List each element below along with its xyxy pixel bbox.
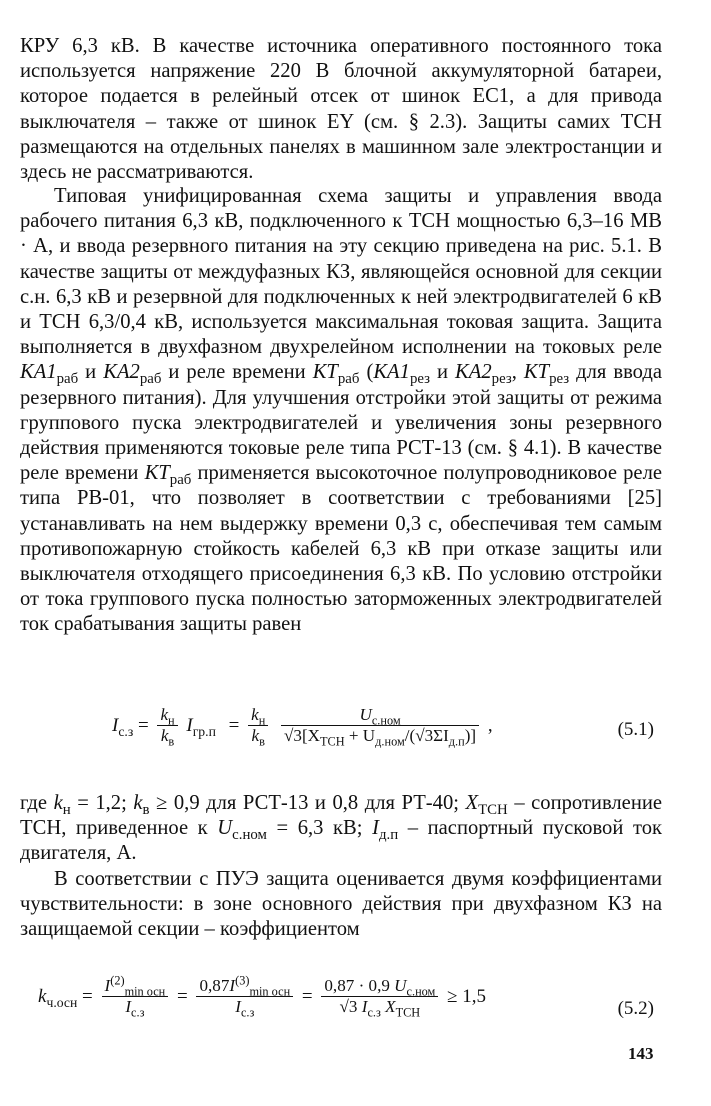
ka1-rez-symbol: KA1 (373, 361, 410, 384)
p2-text-b: и реле времени (161, 361, 313, 384)
f2-frac-1: $\frac{I^{(2)}_{min осн}}{I_{с.з}}$ (102, 976, 169, 1017)
equation-number-5-1: (5.1) (617, 719, 654, 740)
f1-frac-main: $\frac{U_{с.ном}}{√3[X_{ТСН} + U_{д.ном}/(√3\Sigma I_{д.п})]}$ (281, 705, 479, 746)
formula-5-2 (20, 973, 660, 1042)
f1-eq-1: = (137, 714, 149, 736)
f2-inequality: ≥ 1,5 (447, 985, 487, 1007)
f1-frac-kn-kv: $\frac{k_н}{k_в}$ (157, 705, 177, 746)
f1-igr: $I_{гр.п}$ (186, 714, 216, 739)
p2-text-d: применяется высокоточное полупроводниковое реле типа РВ-01, что позволяет в соответствии с требованиями [25] устанавливать на нем выдержку времени 0,3 с, обеспечивая тем самым противопожарную стойкость кабелей 6,3 кВ при отказе защиты или выключателя отходящего присоединения 6,3 кВ. По условию отстройки от тока группового пуска полностью заторможенных электродвигателей ток срабатывания защиты равен (20, 462, 662, 636)
paragraph-3: где $k_н = 1,2$; $k_в \ge 0,9$ для РСТ-13 и 0,8 для РТ-40; $X_{ТСН}$ – сопротивление ТСН, приведенное к $U_{с.ном} = 6,3$ кВ; $I_{д.п}$ – паспортный пусковой ток двигателя, А. (20, 792, 663, 865)
kt-sub-2: раб (169, 472, 192, 489)
p2-text-c: для ввода резервного питания). Для улучшения отстройки этой защиты от режима группового пуска электродвигателей и увеличения зоны резервного действия применяются токовые реле типа РСТ-13 (см. § 4.1). В качестве реле времени (20, 361, 662, 485)
p2-and-2: и (429, 361, 456, 384)
ka1-rez-sub: рез (409, 371, 430, 388)
page-number: 143 (628, 1044, 654, 1063)
f1-comma: , (487, 714, 493, 736)
ka2-rez-symbol: KA2 (455, 361, 492, 384)
ka2-symbol: KA2 (103, 361, 140, 384)
ka1-sub: раб (56, 371, 79, 388)
f2-frac-3: $\frac{0,87 \cdot 0,9 U_{с.ном}}{√3 I_{с.з} X_{ТСН}}$ (321, 976, 438, 1017)
kt-rez-sub: рез (549, 371, 570, 388)
ka2-sub: раб (139, 371, 162, 388)
paragraph-1: КРУ 6,3 кВ. В качестве источника оперативного постоянного тока используется напряжение 220 В блочной аккумуляторной батареи, которое подается в релейный отсек от шинок ЕС1, а для привода выключателя – также от шинок ЕY (см. § 2.3). Защиты самих ТСН размещаются на отдельных панелях в машинном зале электростанции и здесь не рассматриваются. (20, 35, 662, 184)
f2-eq-2: = (177, 985, 188, 1007)
kt-symbol-2: KT (144, 462, 170, 485)
kt-sub: раб (337, 371, 360, 388)
f1-lhs: $I_{с.з}$ (112, 714, 134, 739)
equation-number-5-2: (5.2) (617, 998, 654, 1019)
f2-frac-2: $\frac{0,87I^{(3)}_{min осн}}{I_{с.з}}$ (196, 976, 293, 1017)
f2-lhs: $k_{ч.осн}$ (38, 985, 78, 1010)
paragraph-2: Типовая унифицированная схема защиты и управления ввода рабочего питания 6,3 кВ, подключенного к ТСН мощностью 6,3–16 МВ · А, и ввода резервного питания на эту секцию приведена на рис. 5.1. В качестве защиты от междуфазных КЗ, являющейся основной для секции с.н. 6,3 кВ и резервной для подключенных к ней электродвигателей 6 кВ и ТСН 6,3/0,4 кВ, используется максимальная токовая защита. Защита выполняется в двухфазном двухрелейном исполнении на токовых реле $KA1_{раб}$ и $KA2_{раб}$ и реле времени $KT_{раб}$ ($KA1_{рез}$ и $KA2_{рез}$, $KT_{рез}$ для ввода резервного питания). Для улучшения отстройки этой защиты от режима группового пуска электродвигателей и увеличения зоны резервного действия применяются токовые реле типа РСТ-13 (см. § 4.1). В качестве реле времени $KT_{раб}$ применяется высокоточное полупроводниковое реле типа РВ-01, что позволяет в соответствии с требованиями [25] устанавливать на нем выдержку времени 0,3 с, обеспечивая тем самым противопожарную стойкость кабелей 6,3 кВ при отказе защиты или выключателя отходящего присоединения 6,3 кВ. По условию отстройки от тока группового пуска полностью заторможенных электродвигателей ток срабатывания защиты равен (20, 185, 662, 636)
f1-eq-2: = (228, 714, 240, 736)
f2-eq-3: = (301, 985, 313, 1007)
ka2-rez-sub: рез (491, 371, 512, 388)
p2-and-1: и (78, 361, 104, 384)
paragraph-4: В соответствии с ПУЭ защита оценивается двумя коэффициентами чувствительности: в зоне основного действия при двухфазном КЗ на защищаемой секции – коэффициентом (20, 868, 662, 941)
f1-frac-kn-kv-2: $\frac{k_н}{k_в}$ (248, 705, 268, 746)
formula-5-1 (20, 705, 660, 765)
f2-eq-1: = (82, 985, 93, 1007)
kt-rez-symbol: KT (523, 361, 550, 384)
ka1-symbol: KA1 (20, 361, 57, 384)
kt-symbol: KT (312, 361, 338, 384)
p2-text-a: Типовая унифицированная схема защиты и управления ввода рабочего питания 6,3 кВ, подключенного к ТСН мощностью 6,3–16 МВ · А, и ввода резервного питания на эту секцию приведена на рис. 5.1. В качестве защиты от междуфазных КЗ, являющейся основной для секции с.н. 6,3 кВ и резервной для подключенных к ней электродвигателей 6 кВ и ТСН 6,3/0,4 кВ, используется максимальная токовая защита. Защита выполняется в двухфазном двухрелейном исполнении на токовых реле (20, 185, 662, 359)
